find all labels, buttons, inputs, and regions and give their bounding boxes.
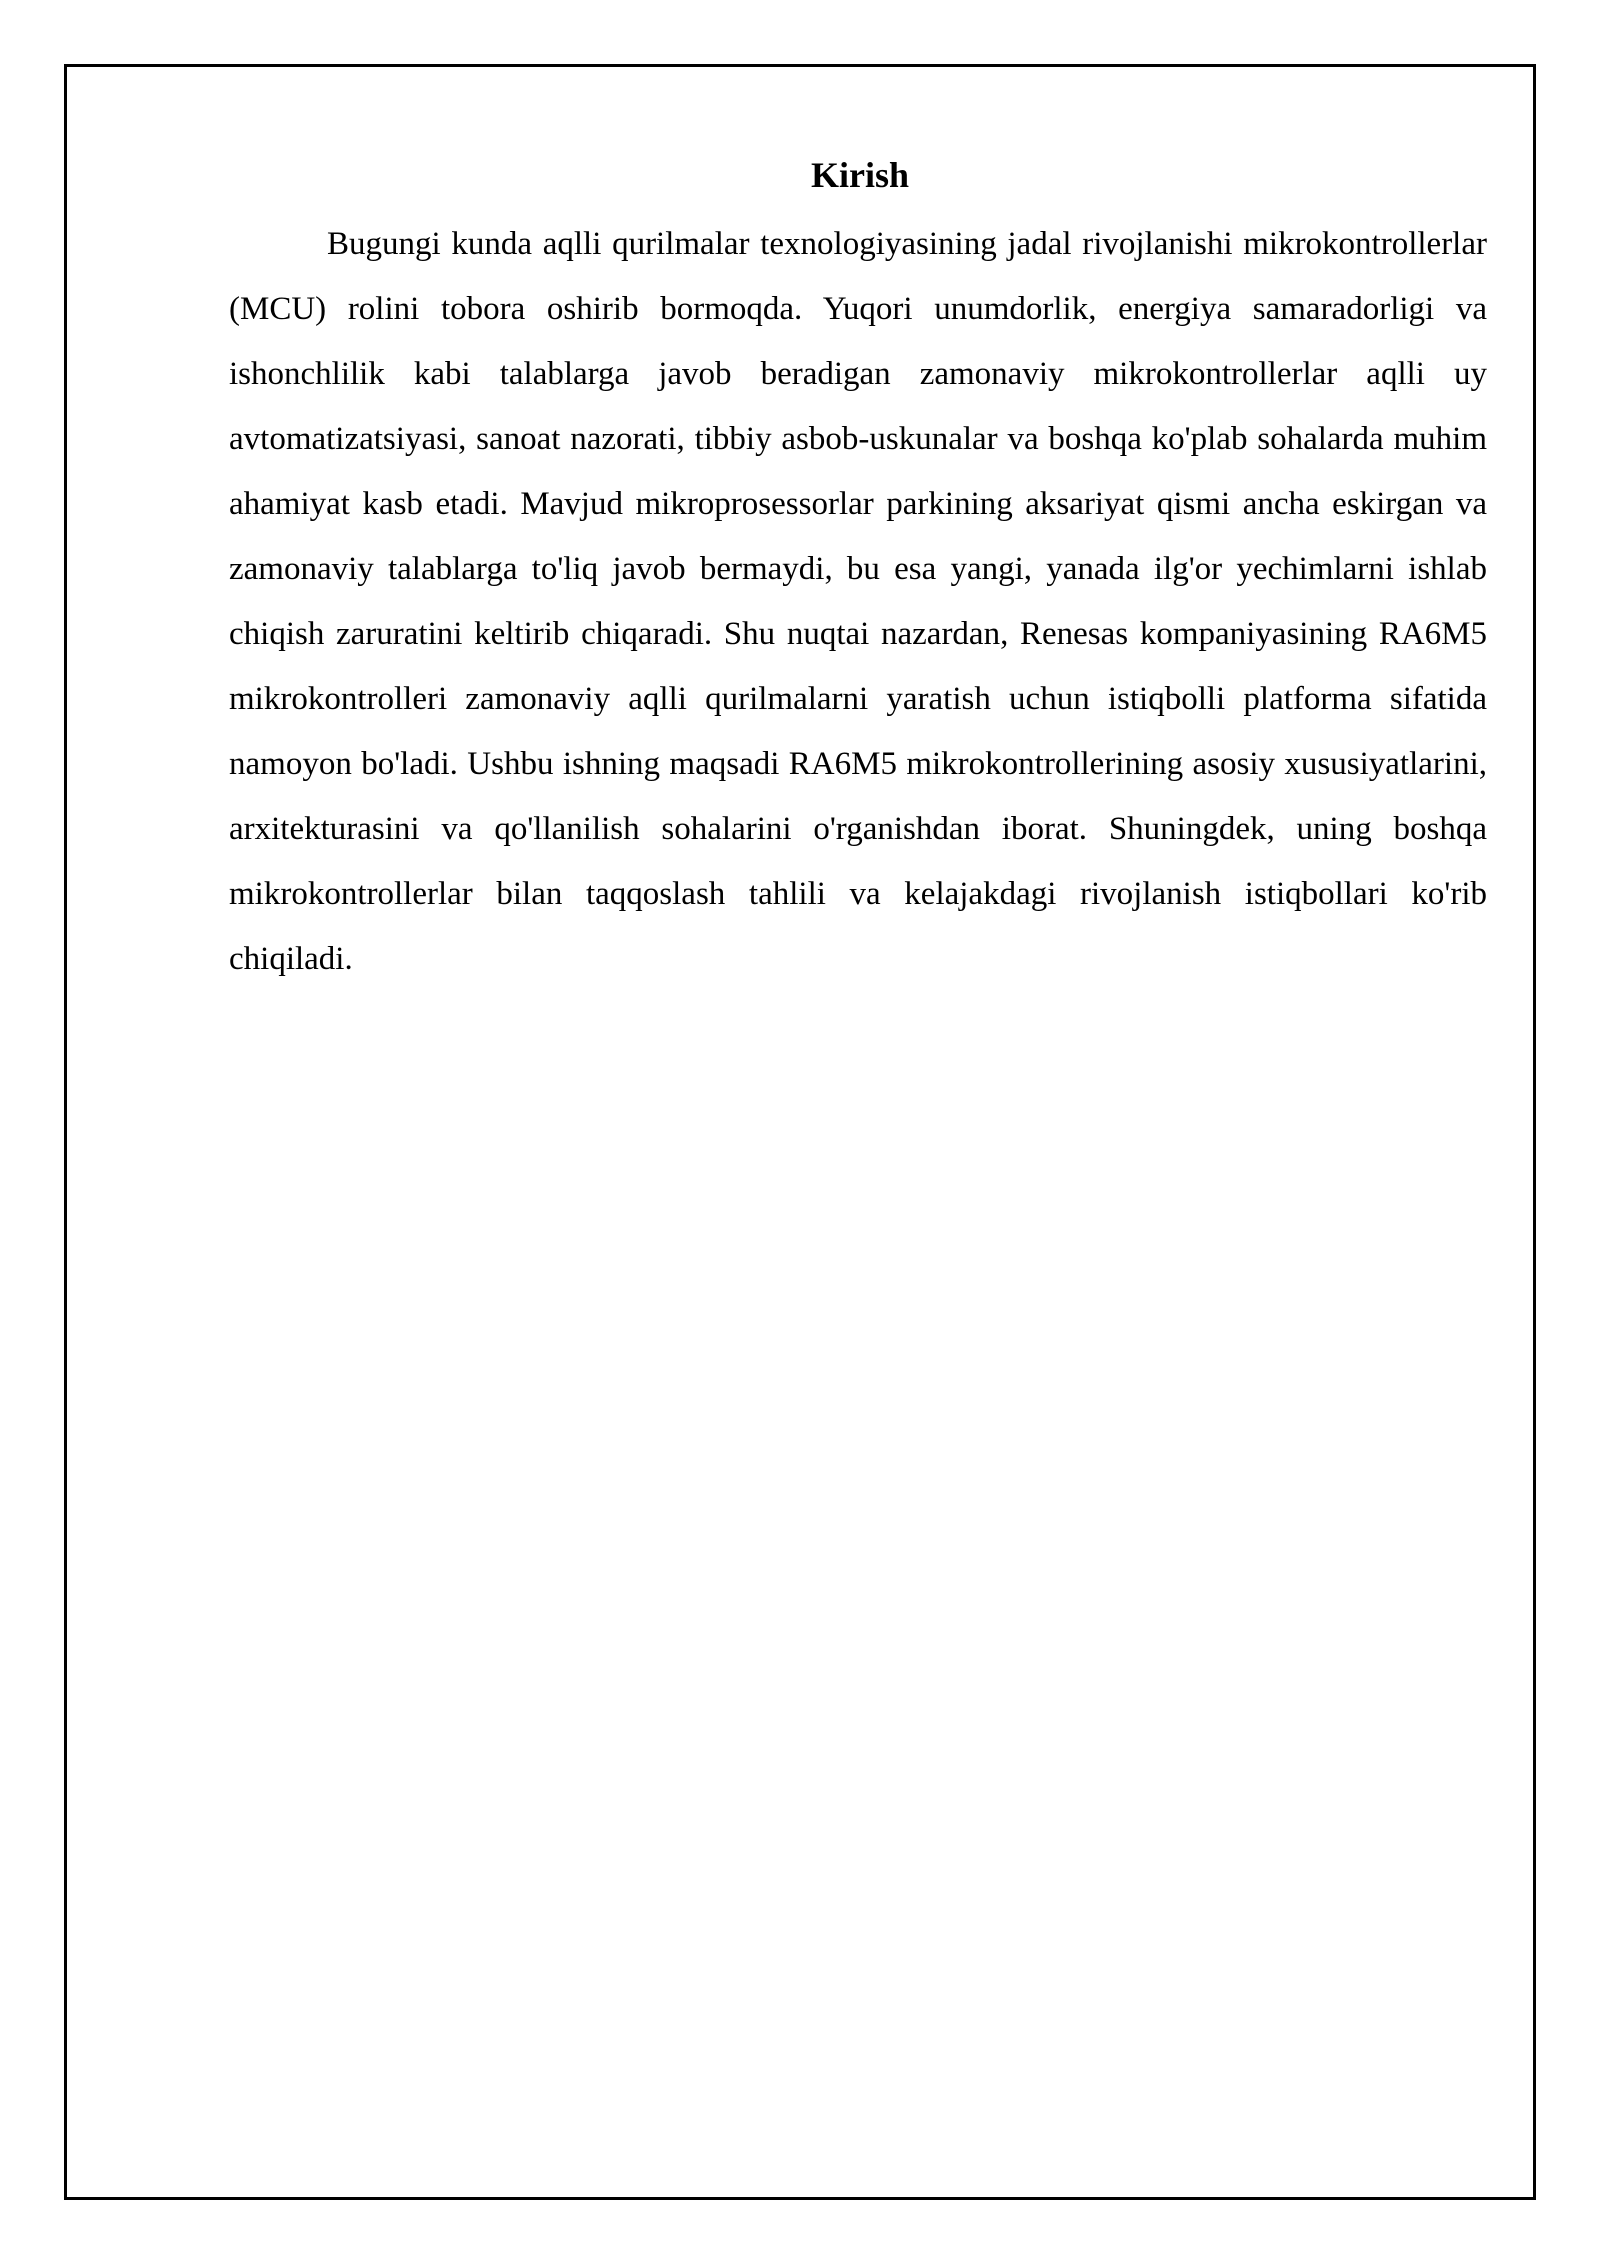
intro-paragraph: Bugungi kunda aqlli qurilmalar texnologiyasining jadal rivojlanishi mikrokontrollerlar (MCU) rolini tobora oshirib bormoqda. Yuqori unumdorlik, energiya samaradorligi va ishonchlilik kabi talablarga javob beradigan zamonaviy mikrokontrollerlar aqlli uy avtomatizatsiyasi, sanoat nazorati, tibbiy asbob-uskunalar va boshqa ko'plab sohalarda muhim ahamiyat kasb etadi. Mavjud mikroprosessorlar parkining aksariyat qismi ancha eskirgan va zamonaviy talablarga to'liq javob bermaydi, bu esa yangi, yanada ilg'or yechimlarni ishlab chiqish zaruratini keltirib chiqaradi. Shu nuqtai nazardan, Renesas kompaniyasining RA6M5 mikrokontrolleri zamonaviy aqlli qurilmalarni yaratish uchun istiqbolli platforma sifatida namoyon bo'ladi. Ushbu ishning maqsadi RA6M5 mikrokontrollerining asosiy xususiyatlarini, arxitekturasini va qo'llanilish sohalarini o'rganishdan iborat. Shuningdek, uning boshqa mikrokontrollerlar bilan taqqoslash tahlili va kelajakdagi rivojlanish istiqbollari ko'rib chiqiladi. xyxy=(229,226,1487,977)
section-heading: Kirish xyxy=(810,155,909,195)
